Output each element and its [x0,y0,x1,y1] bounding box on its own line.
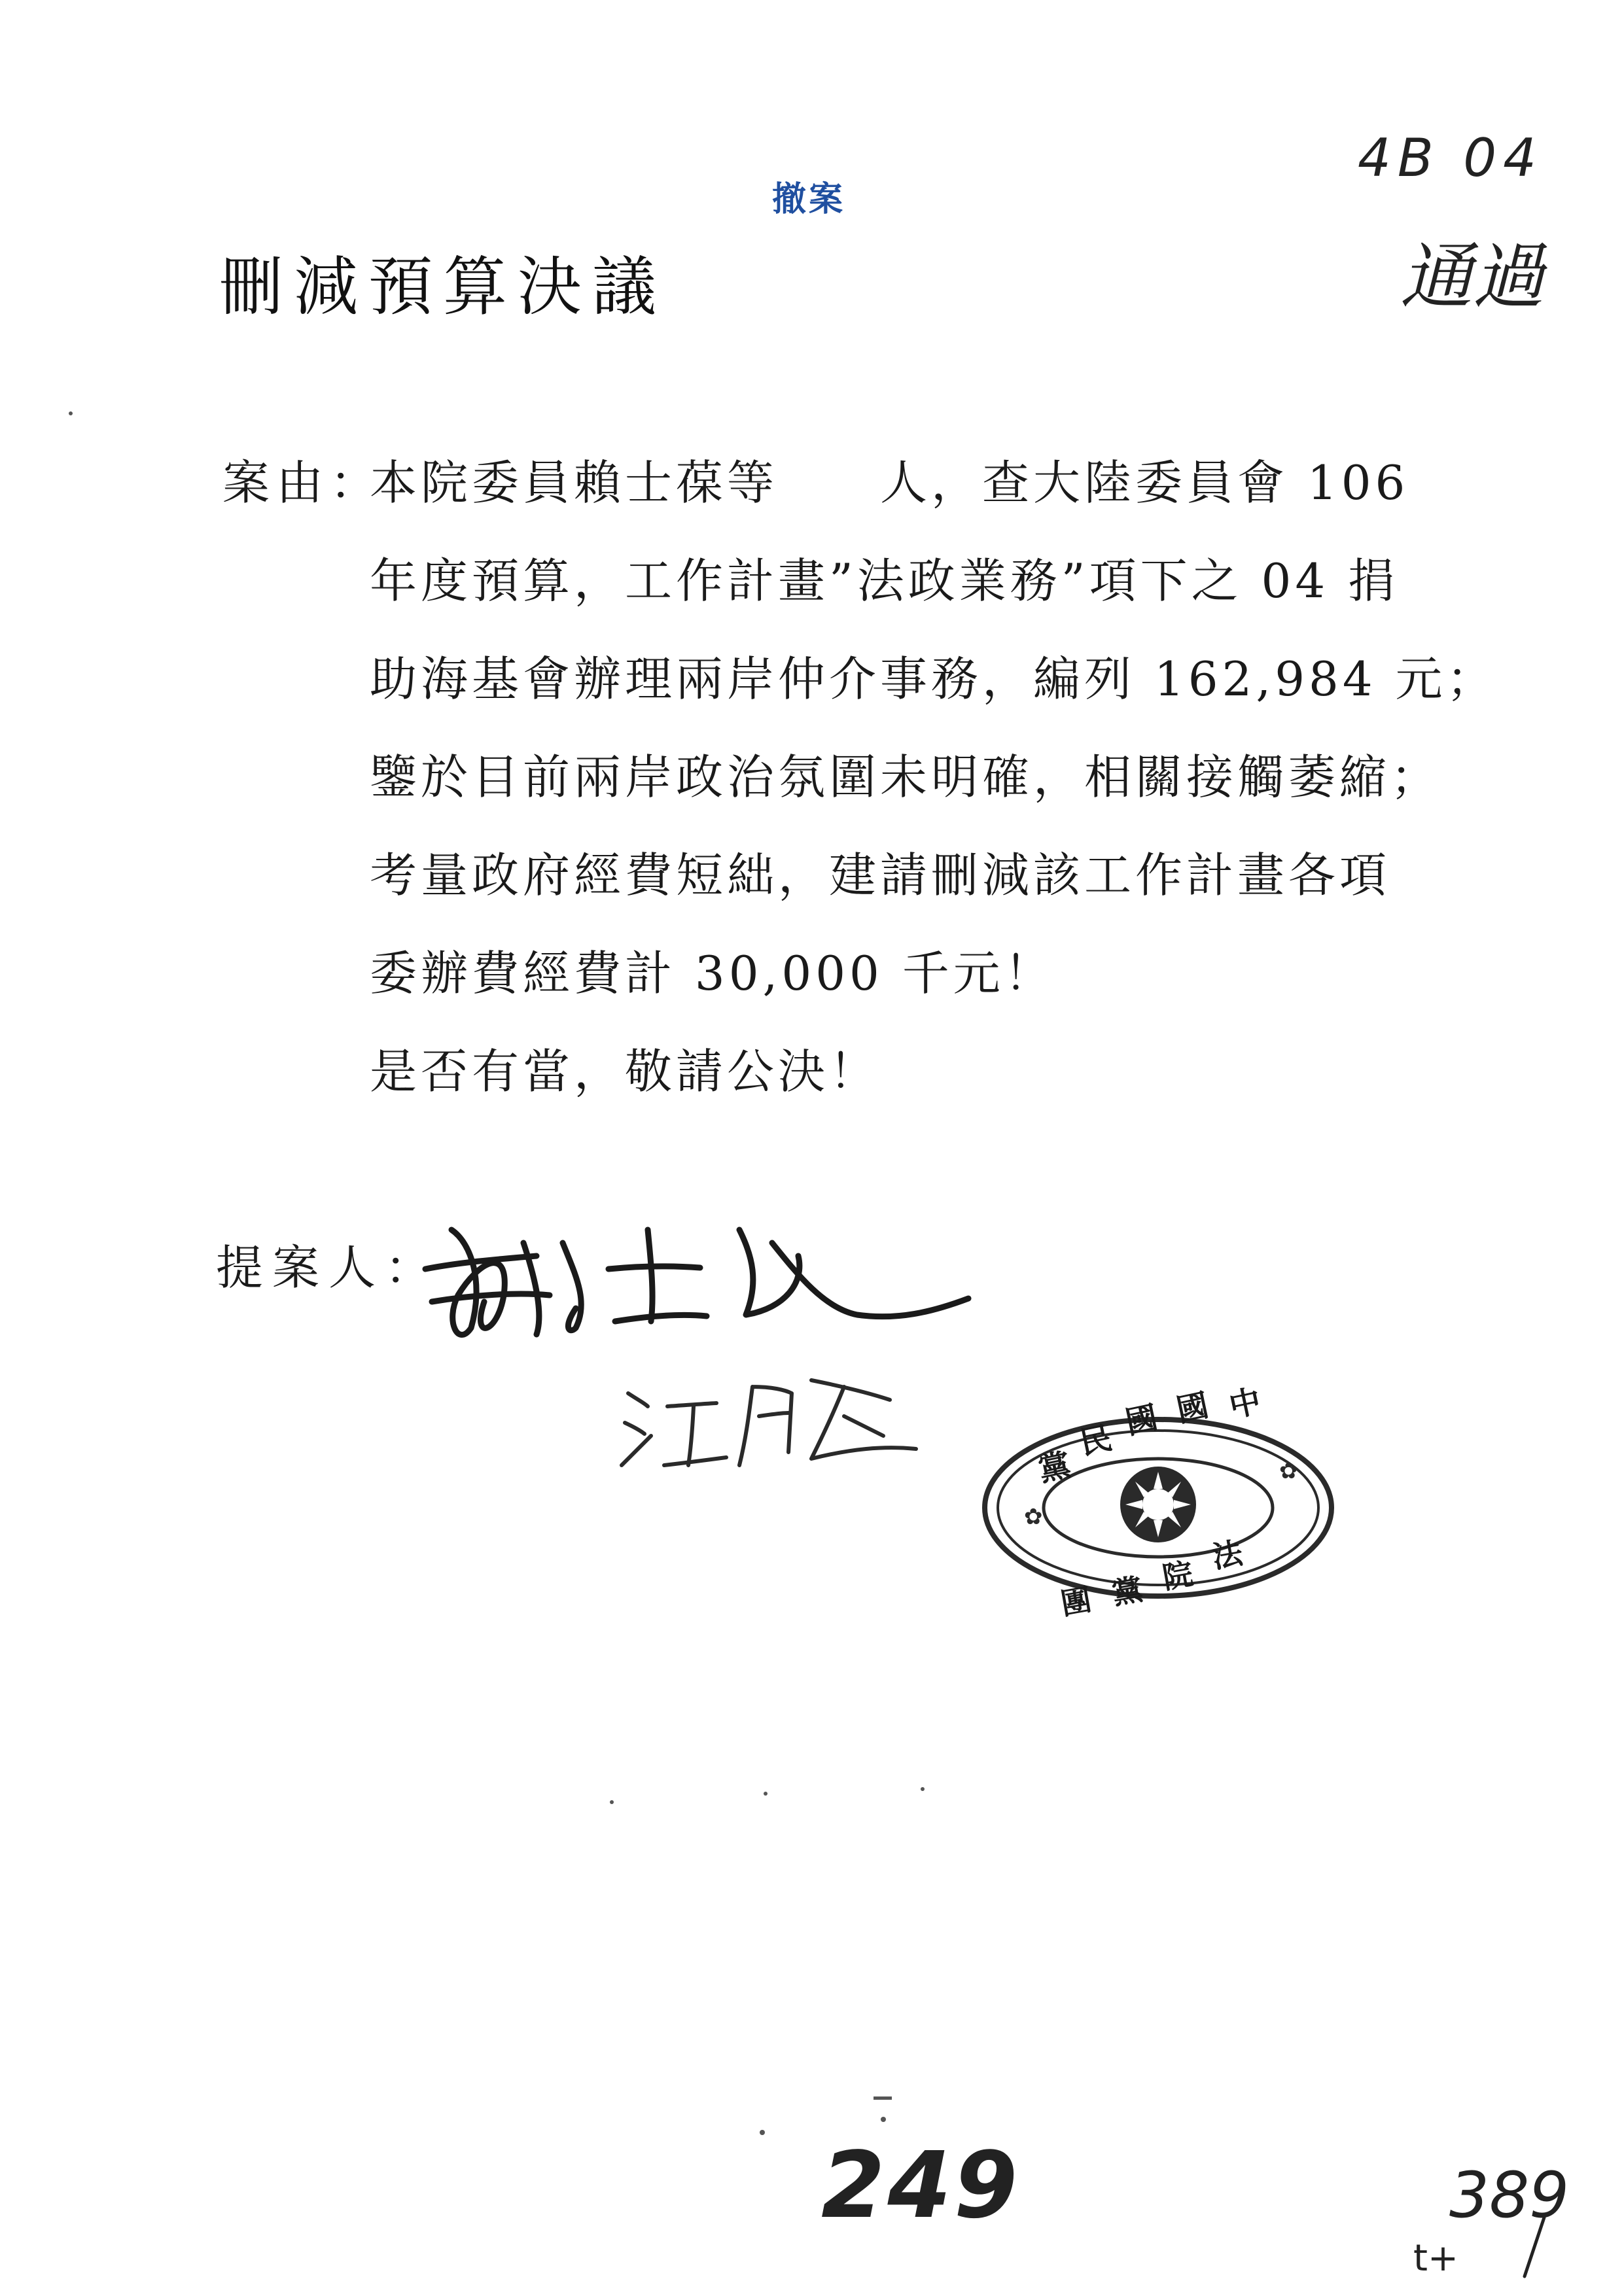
signature-2 [622,1380,916,1465]
case-label: 案由： [222,455,384,510]
withdrawn-stamp: 撤案 [772,180,846,219]
proposer-label: 提案人： [216,1240,442,1295]
body-line: 助海基會辦理兩岸仲介事務，編列 162,984 元； [370,652,1498,706]
seal-flower-right-icon: ✿ [1279,1458,1298,1484]
seal-char: 黨 [1109,1571,1146,1612]
seal-char: 中 [1226,1382,1265,1425]
body-line: 委辦費經費計 30,000 千元！ [370,946,1055,1001]
seal-char: 民 [1076,1419,1116,1463]
body-line: 年度預算，工作計畫”法政業務”項下之 04 捐 [370,553,1400,608]
corner-page-number: 389 [1449,2159,1570,2232]
document-title: 刪減預算決議 [219,250,667,324]
seal-char: 院 [1159,1556,1196,1596]
seal-char: 國 [1173,1387,1212,1430]
seal-char: 國 [1122,1399,1161,1442]
body-line: 本院委員賴士葆等 人，查大陸委員會 106 [370,455,1409,510]
signature-1 [425,1230,968,1334]
page-number: 249 [821,2132,1021,2239]
seal-char: 團 [1058,1581,1094,1622]
seal-flower-left-icon: ✿ [1024,1504,1043,1530]
seal-char: 黨 [1035,1446,1074,1489]
body-line: 鑒於目前兩岸政治氛圍未明確，相關接觸萎縮； [370,750,1442,805]
seal-char: 法 [1209,1535,1246,1575]
body-line: 考量政府經費短絀，建請刪減該工作計畫各項 [370,848,1391,903]
body-line: 是否有當，敬請公決！ [370,1044,881,1099]
handwritten-note: 通過 [1400,235,1544,319]
handwritten-code: 4B 04 [1358,128,1544,188]
corner-mark: t+ [1413,2237,1458,2280]
